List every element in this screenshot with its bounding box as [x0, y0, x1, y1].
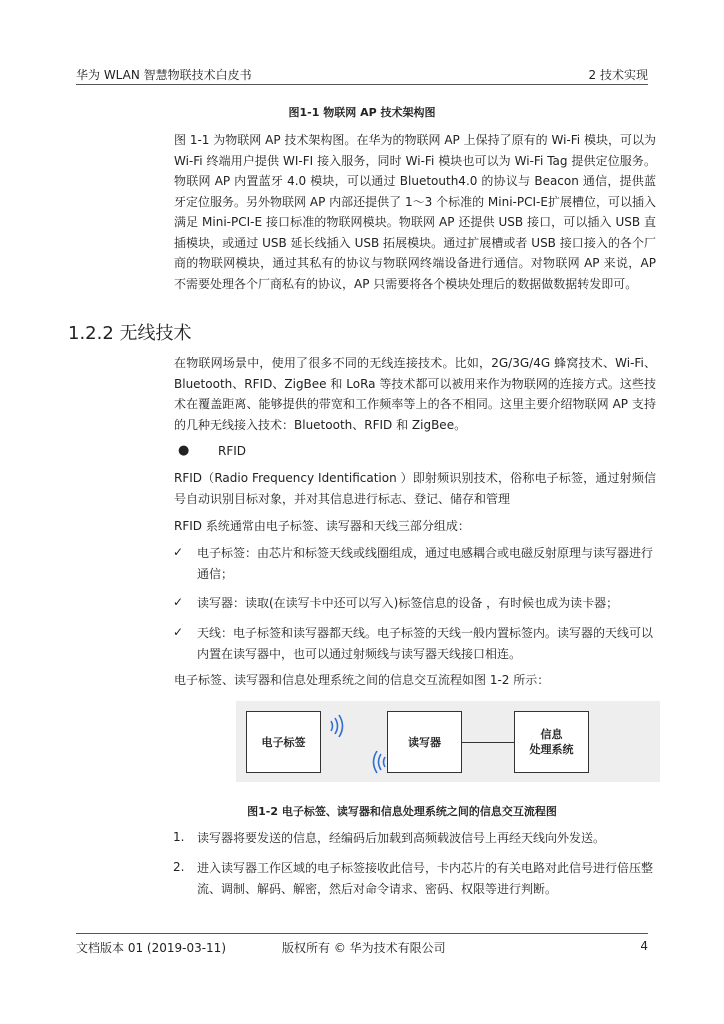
- intro-paragraph: 图 1-1 为物联网 AP 技术架构图。在华为的物联网 AP 上保持了原有的 Wi-Fi 模块，可以为 Wi-Fi 终端用户提供 WI-FI 接入服务，同时 Wi-Fi 模块也可以为 Wi-Fi Tag 提供定位服务。物联网 AP 内置蓝牙 4.0 模块，可以通过 Bluetouth4.0 的协议与 Beacon 通信，提供蓝牙定位服务。另外物联网 AP 内部还提供了 1～3 个标准的 Mini-PCI-E扩展槽位，可以插入满足 Mini-PCI-E 接口标准的物联网模块。物联网 AP 还提供 USB 接口，可以插入 USB 直插模块，或通过 USB 延长线插入 USB 拓展模块。通过扩展槽或者 USB 接口接入的各个厂商的物联网模块，通过其私有的协议与物联网终端设备进行通信。对物联网 AP 来说，AP 不需要处理各个厂商私有的协议，AP 只需要将各个模块处理后的数据做数据转发即可。: [174, 133, 656, 291]
- diagram-box-reader-label: 读写器: [408, 735, 441, 749]
- step-number: 1.: [173, 830, 185, 844]
- header-doc-title: 华为 WLAN 智慧物联技术白皮书: [76, 68, 252, 82]
- rfid-flow-diagram: [236, 701, 660, 782]
- rfid-paragraph: RFID（Radio Frequency Identification ）即射频识别技术，俗称电子标签，通过射频信号自动识别目标对象，并对其信息进行标志、登记、储存和管理: [174, 471, 656, 506]
- checklist-item: 电子标签：由芯片和标签天线或线圈组成，通过电感耦合或电磁反射原理与读写器进行通信；: [197, 546, 654, 581]
- bullet-dot: ●: [178, 443, 190, 458]
- section-paragraph: 在物联网场景中，使用了很多不同的无线连接技术。比如，2G/3G/4G 蜂窝技术、Wi-Fi、Bluetooth、RFID、ZigBee 和 LoRa 等技术都可以被用来作为物联网的连接方式。这些技术在覆盖距离、能够提供的带宽和工作频率等上的各不相同。这里主要介绍物联网 AP 支持的几种无线接入技术：Bluetooth、RFID 和 ZigBee。: [174, 356, 656, 432]
- diagram-box-reader: [387, 711, 462, 773]
- radio-wave-icon: [328, 713, 350, 739]
- step-number: 2.: [173, 860, 185, 874]
- rfid-components-intro: RFID 系统通常由电子标签、读写器和天线三部分组成：: [174, 519, 470, 533]
- checklist-item: 读写器：读取(在读写卡中还可以写入)标签信息的设备 ，有时候也成为读卡器；: [197, 596, 619, 610]
- radio-wave-icon: [366, 749, 388, 775]
- figure-1-1-caption: 图1-1 物联网 AP 技术架构图: [288, 106, 436, 119]
- diagram-box-tag-label: 电子标签: [261, 735, 306, 749]
- step-text: 进入读写器工作区域的电子标签接收此信号，卡内芯片的有关电路对此信号进行倍压整流、调制、解码、解密，然后对命令请求、密码、权限等进行判断。: [197, 861, 654, 896]
- step-text: 读写器将要发送的信息，经编码后加载到高频载波信号上再经天线向外发送。: [197, 831, 606, 845]
- figure-1-2-caption: 图1-2 电子标签、读写器和信息处理系统之间的信息交互流程图: [247, 805, 557, 818]
- page-number: 4: [640, 939, 648, 953]
- diagram-connector: [462, 742, 514, 743]
- bullet-rfid-label: RFID: [218, 444, 247, 458]
- check-mark-icon: ✓: [173, 625, 184, 639]
- section-heading: 1.2.2 无线技术: [68, 323, 192, 344]
- diagram-box-processing: [514, 711, 589, 773]
- flow-intro: 电子标签、读写器和信息处理系统之间的信息交互流程如图 1-2 所示：: [174, 673, 550, 687]
- diagram-box-processing-line1: 信息: [540, 728, 563, 741]
- footer-copyright: 版权所有 © 华为技术有限公司: [282, 941, 446, 955]
- check-mark-icon: ✓: [173, 595, 184, 609]
- check-mark-icon: ✓: [173, 545, 184, 559]
- page-header: [76, 62, 648, 85]
- footer-version: 文档版本 01 (2019-03-11): [76, 941, 227, 955]
- checklist-item: 天线：电子标签和读写器都天线。电子标签的天线一般内置标签内。读写器的天线可以内置在读写器中，也可以通过射频线与读写器天线接口相连。: [197, 626, 654, 661]
- diagram-box-processing-line2: 处理系统: [529, 743, 574, 756]
- page-footer: [76, 933, 648, 958]
- header-chapter: 2 技术实现: [588, 68, 648, 82]
- diagram-box-tag: [246, 711, 321, 773]
